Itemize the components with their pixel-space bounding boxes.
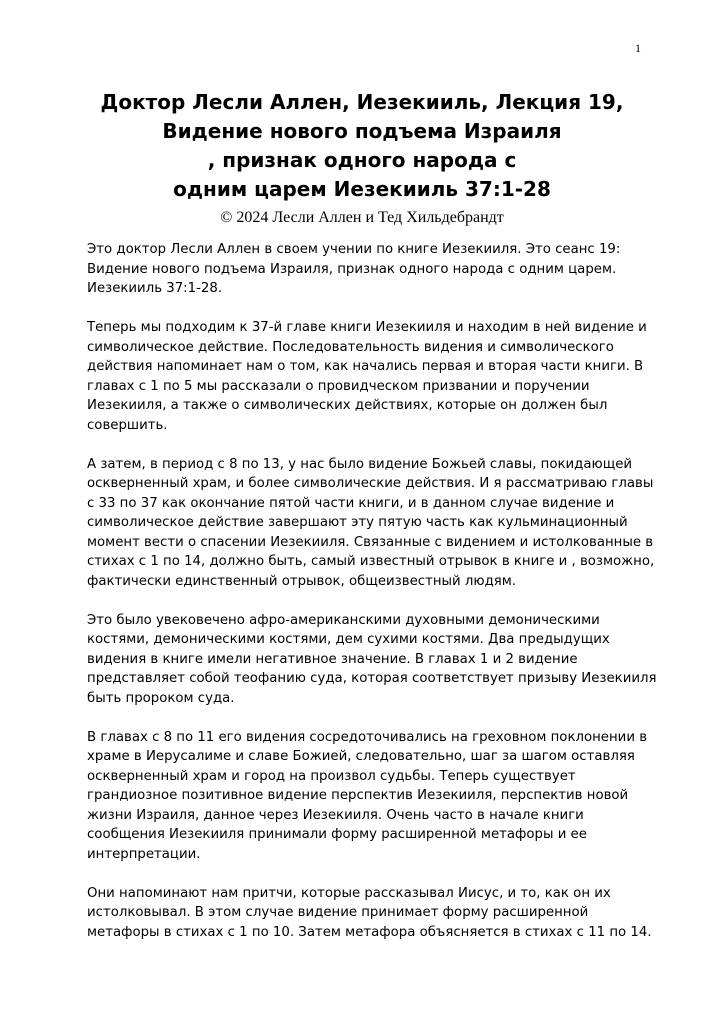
text-line: главах с 1 по 5 мы рассказали о провидческом призвании и поручении	[87, 378, 590, 394]
text-line: момент вести о спасении Иезекииля. Связанные с видением и истолкованные в	[87, 534, 654, 550]
text-line: символическое действие. Последовательность видения и символического	[87, 339, 614, 355]
paragraph	[87, 611, 657, 709]
text-line: видения в книге имели негативное значение. В главах 1 и 2 видение	[87, 651, 578, 667]
paragraph	[87, 240, 647, 299]
text-line: храме в Иерусалиме и славе Божией, следовательно, шаг за шагом оставляя	[87, 749, 635, 764]
text-line: быть пророком суда.	[87, 690, 235, 706]
text-line: оскверненный храм, и более символические действия. И я рассматриваю главы	[87, 476, 654, 491]
text-line: Иезекииля, а также о символических действиях, которые он должен был	[87, 398, 608, 413]
body-text	[87, 240, 657, 962]
paragraph	[87, 455, 655, 592]
text-line: сообщения Иезекииля принимали форму расширенной метафоры и ее	[87, 827, 587, 842]
text-line: оскверненный храм и город на произвол судьбы. Теперь существует	[87, 768, 576, 784]
text-line: В главах с 8 по 11 его видения сосредоточивались на греховном поклонении в	[87, 729, 648, 745]
title-line: одним царем Иезекииль 37:1-28	[173, 177, 551, 201]
title-line: Видение нового подъема Израиля	[162, 119, 562, 143]
text-line: истолковывал. В этом случае видение принимает форму расширенной	[87, 905, 589, 920]
text-line: действия напоминает нам о том, как начались первая и вторая части книги. В	[87, 359, 644, 374]
text-line: представляет собой теофанию суда, которая соответствует призыву Иезекииля	[87, 671, 657, 686]
page-number: 1	[635, 41, 641, 55]
copyright-notice: © 2024 Лесли Аллен и Тед Хильдебрандт	[220, 209, 504, 226]
document-title	[60, 88, 664, 204]
text-line: фактически единственный отрывок, общеизвестный людям.	[87, 573, 517, 589]
text-line: интерпретации.	[87, 846, 201, 862]
paragraph	[87, 728, 647, 865]
text-line: жизни Израиля, данное через Иезекииля. Очень часто в начале книги	[87, 807, 584, 823]
text-line: с 33 по 37 как окончание пятой части книги, и в данном случае видение и	[87, 495, 615, 511]
text-line: совершить.	[87, 417, 168, 433]
text-line: грандиозное позитивное видение перспектив Иезекииля, перспектив новой	[87, 788, 629, 803]
paragraph	[87, 884, 652, 943]
title-line: , признак одного народа с	[207, 148, 517, 172]
title-line: Доктор Лесли Аллен, Иезекииль, Лекция 19,	[100, 90, 624, 114]
text-line: символическое действие завершают эту пятую часть как кульминационный	[87, 515, 628, 530]
text-line: Они напоминают нам притчи, которые рассказывал Иисус, и то, как он их	[87, 885, 611, 901]
text-line: костями, демоническими костями, дем сухими костями. Два предыдущих	[87, 632, 610, 647]
paragraph	[87, 318, 647, 435]
text-line: стихах с 1 по 14, должно быть, самый известный отрывок в книге и , возможно,	[87, 554, 655, 569]
text-line: Видение нового подъема Израиля, признак одного народа с одним царем.	[87, 261, 617, 277]
text-line: А затем, в период с 8 по 13, у нас было видение Божьей славы, покидающей	[87, 456, 633, 472]
text-line: Теперь мы подходим к 37-й главе книги Иезекииля и находим в ней видение и	[87, 320, 647, 335]
text-line: метафоры в стихах с 1 по 10. Затем метафора объясняется в стихах с 11 по 14.	[87, 924, 652, 940]
text-line: Это было увековечено афро-американскими духовными демоническими	[87, 612, 600, 628]
text-line: Это доктор Лесли Аллен в своем учении по книге Иезекииля. Это сеанс 19:	[87, 242, 621, 257]
text-line: Иезекииль 37:1-28.	[87, 281, 223, 296]
